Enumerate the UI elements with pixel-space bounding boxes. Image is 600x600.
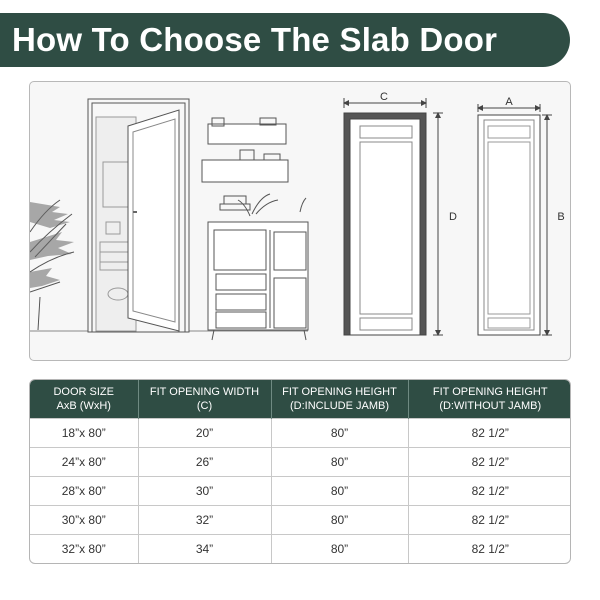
cell-fit-width: 30” [138, 476, 271, 505]
cell-fit-height-include: 80” [271, 476, 408, 505]
header-door-size-line1: DOOR SIZE [53, 385, 114, 398]
cell-door-size: 32”x 80” [30, 535, 138, 563]
size-table [30, 380, 571, 563]
cell-fit-height-include: 80” [271, 535, 408, 563]
header-fit-height-without-line1: FIT OPENING HEIGHT [432, 385, 548, 398]
cell-fit-width: 20” [138, 418, 271, 447]
cell-fit-height-without: 82 1/2” [408, 476, 571, 505]
dimension-label-a: A [505, 96, 513, 108]
table-header-row [30, 380, 571, 418]
cell-fit-height-include: 80” [271, 505, 408, 534]
cell-fit-height-without: 82 1/2” [408, 447, 571, 476]
header-fit-height-without [408, 380, 571, 418]
header-fit-height-include-line1: FIT OPENING HEIGHT [282, 385, 397, 398]
cell-door-size: 18”x 80” [30, 418, 138, 447]
door-illustration-panel [29, 81, 571, 361]
page-title: How To Choose The Slab Door [12, 21, 498, 58]
table-row [30, 505, 571, 534]
table-row [30, 447, 571, 476]
header-fit-width-line2: (C) [196, 399, 213, 412]
room-scene [30, 99, 308, 340]
dimension-label-c: C [380, 91, 388, 103]
header-door-size-line2: AxB (WxH) [56, 399, 111, 412]
cell-fit-height-without: 82 1/2” [408, 418, 571, 447]
cell-fit-width: 32” [138, 505, 271, 534]
cell-door-size: 28”x 80” [30, 476, 138, 505]
dimension-label-d: D [449, 211, 457, 223]
table-row [30, 476, 571, 505]
cell-fit-height-without: 82 1/2” [408, 505, 571, 534]
cell-fit-height-include: 80” [271, 447, 408, 476]
header-fit-width-line1: FIT OPENING WIDTH [149, 385, 260, 398]
cell-door-size: 24”x 80” [30, 447, 138, 476]
door-illustration [30, 82, 570, 360]
dimension-label-b: B [557, 211, 565, 223]
header-fit-height-include [271, 380, 408, 418]
table-row [30, 535, 571, 563]
door-with-jamb [344, 98, 443, 335]
cell-fit-width: 26” [138, 447, 271, 476]
title-banner [0, 13, 570, 67]
slab-door [478, 104, 552, 335]
table-row [30, 418, 571, 447]
header-fit-width [138, 380, 271, 418]
cell-fit-height-without: 82 1/2” [408, 535, 571, 563]
header-fit-height-include-line2: (D:INCLUDE JAMB) [289, 399, 389, 412]
cell-fit-height-include: 80” [271, 418, 408, 447]
size-table-container [29, 379, 571, 564]
cell-fit-width: 34” [138, 535, 271, 563]
header-fit-height-without-line2: (D:WITHOUT JAMB) [439, 399, 542, 412]
cell-door-size: 30”x 80” [30, 505, 138, 534]
header-door-size [30, 380, 138, 418]
